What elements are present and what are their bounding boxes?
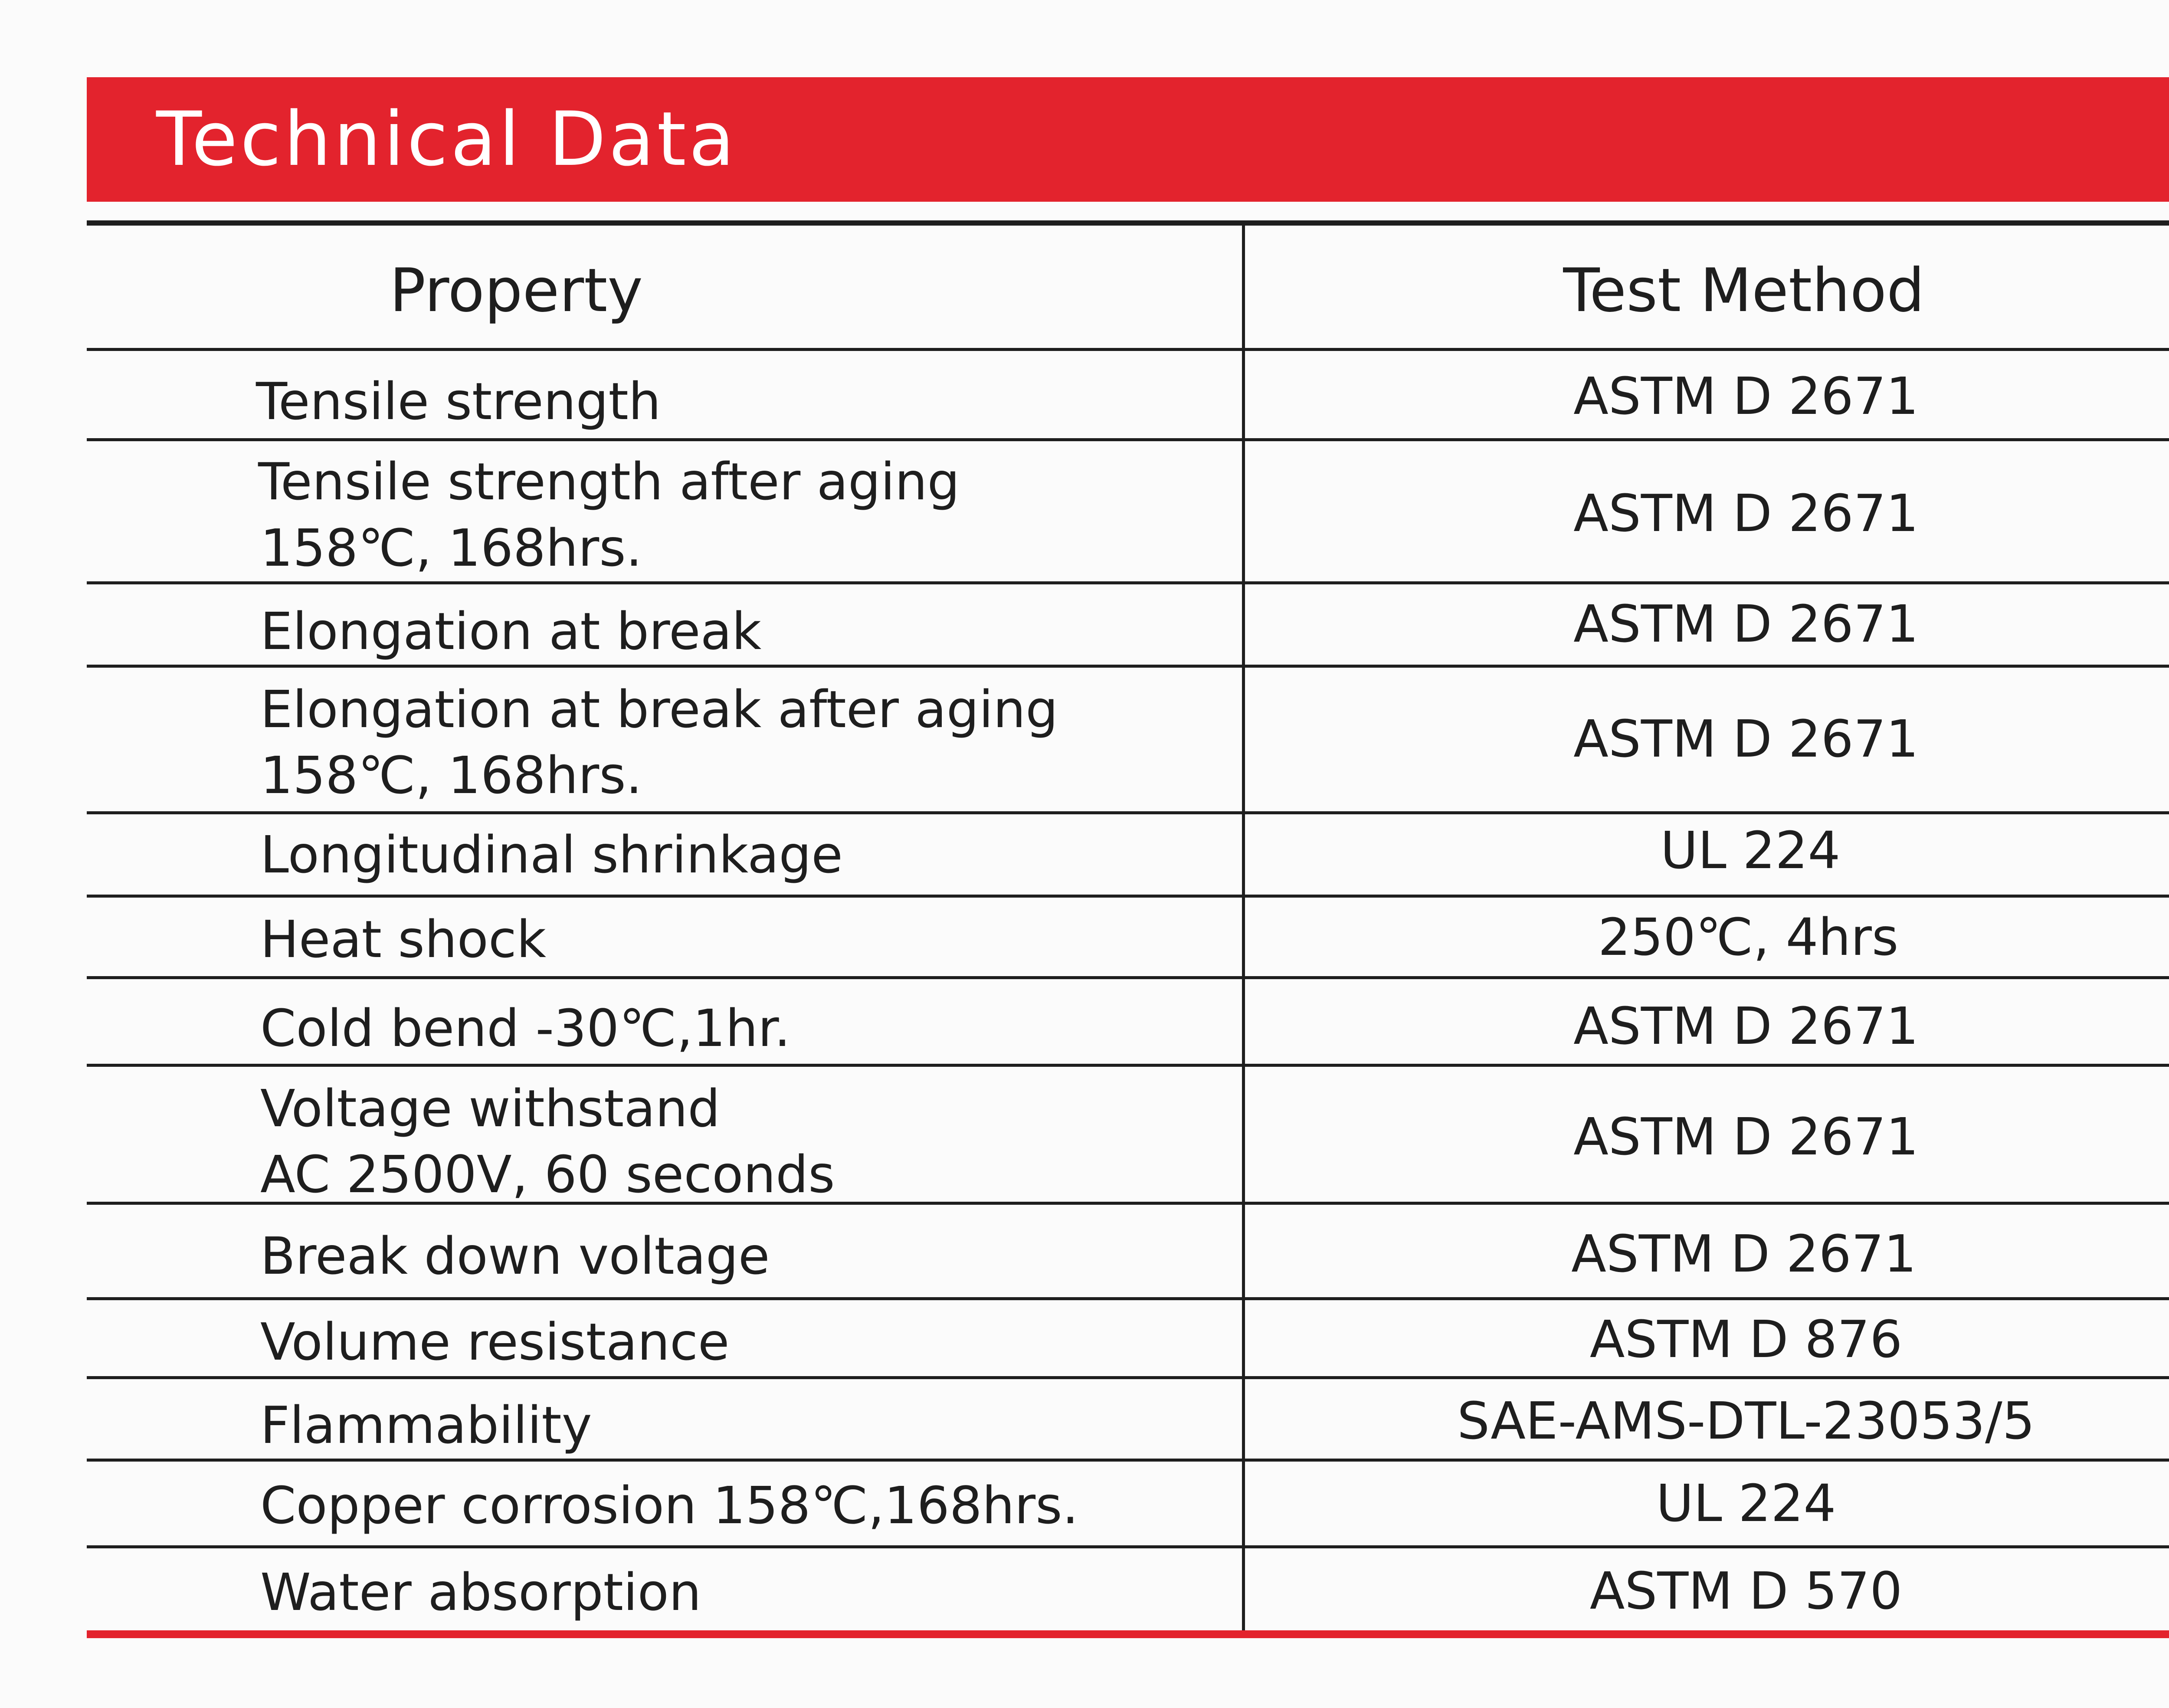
row-divider — [87, 1545, 2169, 1548]
property-cell: Flammability — [260, 1395, 592, 1455]
property-cell: Longitudinal shrinkage — [260, 825, 843, 885]
column-header-property: Property — [390, 256, 643, 325]
test-method-cell: UL 224 — [1656, 1473, 1836, 1533]
header-bottom-rule — [87, 348, 2169, 351]
test-method-cell: ASTM D 2671 — [1573, 1107, 1919, 1167]
title-banner — [87, 77, 2169, 202]
row-divider — [87, 976, 2169, 979]
property-cell: Tensile strength — [256, 371, 661, 431]
property-cell: Water absorption — [260, 1562, 701, 1622]
property-cell-line2: 158℃, 168hrs. — [260, 518, 642, 578]
property-cell: Voltage withstand — [260, 1079, 721, 1138]
property-cell: Break down voltage — [260, 1226, 770, 1286]
test-method-cell: UL 224 — [1660, 820, 1841, 880]
row-divider — [87, 895, 2169, 898]
row-divider — [87, 665, 2169, 668]
page-title: Technical Data — [156, 95, 737, 183]
row-divider — [87, 1376, 2169, 1379]
test-method-cell: ASTM D 2671 — [1573, 709, 1919, 769]
row-divider — [87, 438, 2169, 441]
column-header-test-method: Test Method — [1563, 256, 1925, 325]
property-cell: Cold bend -30℃,1hr. — [260, 998, 791, 1058]
test-method-cell: ASTM D 876 — [1589, 1309, 1903, 1369]
row-divider — [87, 811, 2169, 814]
test-method-cell: ASTM D 2671 — [1573, 366, 1919, 426]
property-cell: Copper corrosion 158℃,168hrs. — [260, 1475, 1079, 1535]
test-method-cell: ASTM D 2671 — [1573, 483, 1919, 543]
table-top-rule — [87, 220, 2169, 226]
property-cell: Elongation at break after aging — [260, 679, 1058, 739]
property-cell-line2: 158℃, 168hrs. — [260, 745, 642, 805]
row-divider — [87, 1064, 2169, 1067]
test-method-cell: SAE-AMS-DTL-23053/5 — [1457, 1391, 2035, 1451]
property-cell: Tensile strength after aging — [258, 452, 960, 511]
property-cell-line2: AC 2500V, 60 seconds — [260, 1144, 835, 1204]
row-divider — [87, 1459, 2169, 1462]
row-divider — [87, 1297, 2169, 1300]
test-method-cell: ASTM D 2671 — [1573, 594, 1919, 654]
test-method-cell: ASTM D 2671 — [1571, 1224, 1917, 1284]
test-method-cell: ASTM D 570 — [1589, 1561, 1903, 1621]
test-method-cell: 250℃, 4hrs — [1598, 907, 1899, 967]
property-cell: Elongation at break — [260, 601, 762, 661]
column-divider — [1242, 226, 1245, 1638]
test-method-cell: ASTM D 2671 — [1573, 996, 1919, 1056]
row-divider — [87, 581, 2169, 584]
table-bottom-rule — [87, 1630, 2169, 1638]
property-cell: Heat shock — [260, 909, 547, 969]
property-cell: Volume resistance — [260, 1312, 730, 1372]
